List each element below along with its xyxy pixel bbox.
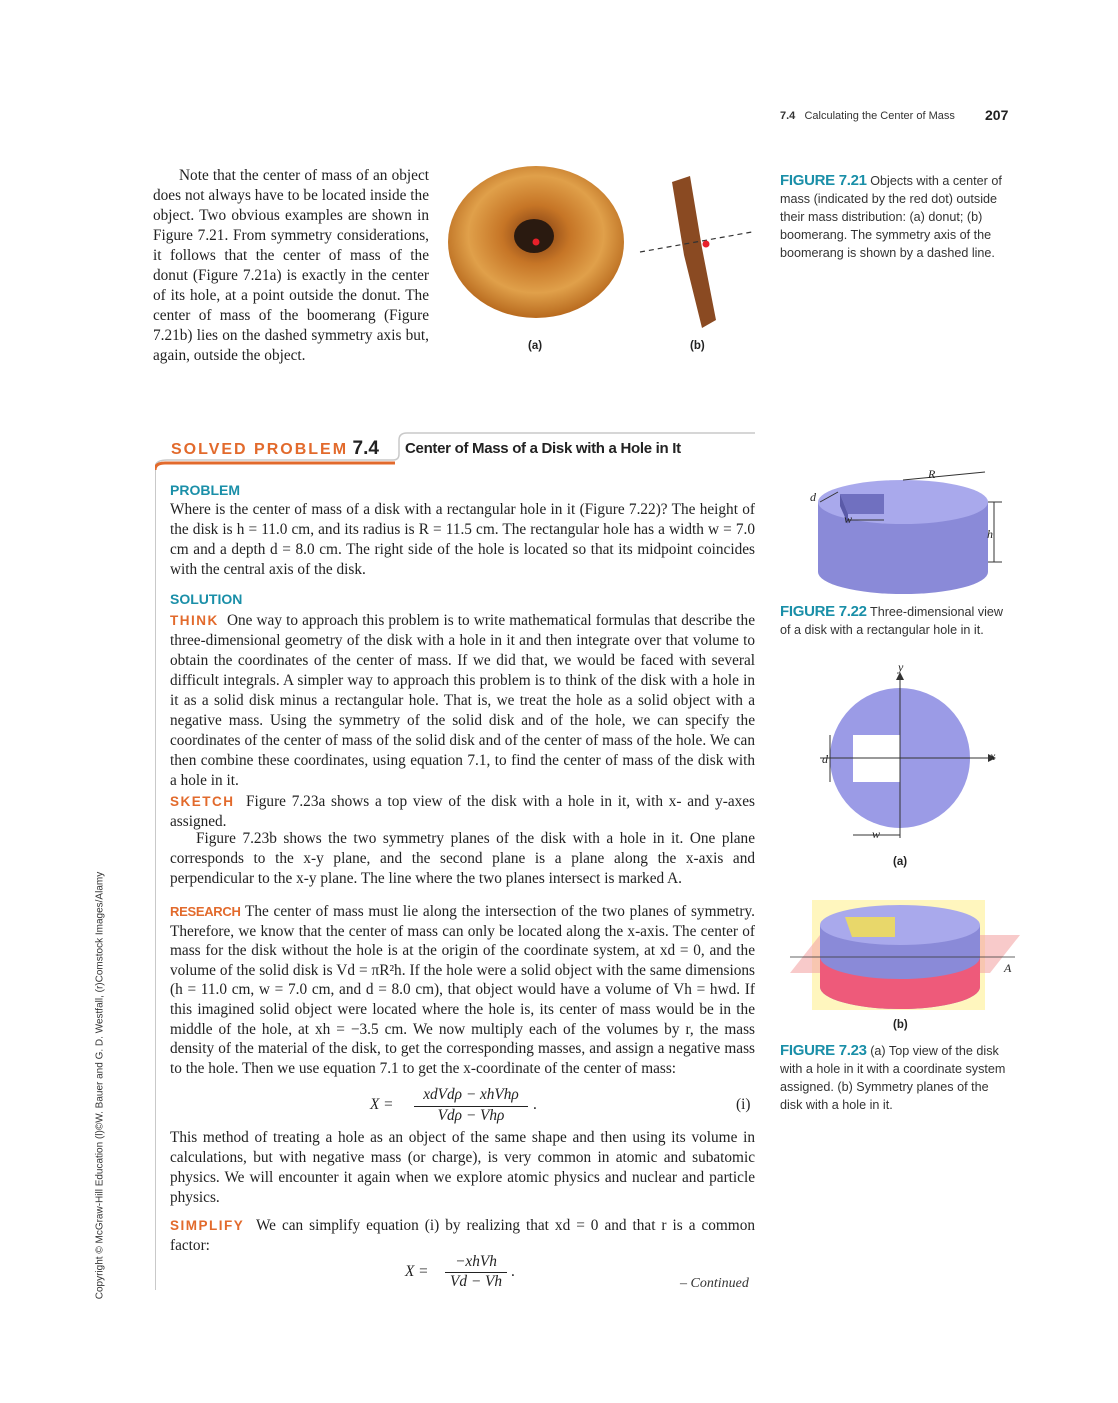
figure-7-21 — [440, 160, 770, 360]
simplify-paragraph — [170, 1216, 755, 1256]
section-number: 7.4 — [780, 110, 796, 122]
donut-boomerang-illustration — [440, 160, 770, 360]
sketch-text-1: Figure 7.23a shows a top view of the disk with a hole in it, with x- and y-axes assigned. — [170, 793, 755, 830]
continued-note: – Continued — [680, 1276, 749, 1291]
figure-7-23a — [800, 660, 1010, 870]
sketch-label: SKETCH — [170, 794, 235, 809]
fig722-h: h — [987, 527, 993, 541]
research-label: RESEARCH — [170, 904, 241, 919]
sketch-paragraph-2: Figure 7.23b shows the two symmetry planes of the disk with a hole in it. One plane corresponds to the x-y plane, and the second plane is a plane along the x-axis and perpendicular to the x-y plane. The line where the two planes intersect is marked A. — [170, 830, 755, 887]
donut-image — [448, 166, 624, 318]
running-header — [780, 110, 955, 122]
fig723-caption: (a) Top view of the disk with a hole in it with a coordinate system assigned. (b) Symmetry planes of the disk with a hole in it. — [780, 1044, 1006, 1112]
eq1-tag: (i) — [736, 1096, 751, 1113]
fig723-sub-a: (a) — [893, 856, 908, 868]
boomerang-image — [640, 176, 752, 328]
section-title: Calculating the Center of Mass — [804, 110, 955, 122]
boomerang-center-dot — [703, 241, 710, 248]
solved-label: SOLVED PROBLEM — [171, 441, 349, 458]
fig723-x: x — [990, 749, 996, 763]
solution-heading: SOLUTION — [170, 591, 243, 607]
fig722-caption: Three-dimensional view of a disk with a rectangular hole in it. — [780, 605, 1004, 637]
fig722-d: d — [810, 490, 816, 504]
fig723-sub-b: (b) — [893, 1019, 908, 1031]
fig722-R: R — [928, 467, 936, 481]
problem-text: Where is the center of mass of a disk with a rectangular hole in it (Figure 7.22)? The height of the disk is h = 11.0 cm, and its radius is R = 11.5 cm. The rectangular hole has a width w = 7.0 cm and a depth d = 8.0 cm. The right side of the hole is located so that its midpoint coincides with the central axis of the disk. — [170, 501, 755, 578]
equation-simplified: X = −xhVh Vd − Vh . — [405, 1253, 515, 1290]
intro-paragraph: Note that the center of mass of an object does not always have to be located inside the object. Two obvious examples are shown in Figure 7.21. From symmetry considerations, it follows that the center of mass of the donut (Figure 7.21a) is exactly in the center of its hole, at a point outside the donut. The center of mass of the boomerang (Figure 7.21b) lies on the dashed symmetry axis but, again, outside the object. — [153, 167, 429, 364]
solved-number: 7.4 — [352, 438, 379, 459]
think-label: THINK — [170, 613, 219, 628]
eq1-lhs: X = — [370, 1096, 394, 1113]
simplify-label: SIMPLIFY — [170, 1218, 245, 1233]
center-of-mass-dot — [533, 239, 540, 246]
sketch-paragraph-1 — [170, 792, 755, 832]
fig723-d: d — [822, 752, 828, 766]
after-equation-paragraph: This method of treating a hole as an object of the same shape and then using its volume in calculations, but with negative mass (or charge), is very common in atomic and subatomic physics. We will encounter it again when we explore atomic physics and nuclear and particle physics. — [170, 1129, 755, 1206]
solved-title: Center of Mass of a Disk with a Hole in It — [405, 440, 681, 457]
fig721-sub-a: (a) — [528, 340, 543, 352]
page-number: 207 — [985, 107, 1009, 123]
solved-problem-header — [155, 430, 755, 470]
think-paragraph — [170, 611, 755, 791]
fig722-w: w — [844, 512, 853, 526]
eq1-numerator: xdVdρ − xhVhρ — [423, 1086, 519, 1103]
research-text: The center of mass must lie along the intersection of the two planes of symmetry. Therefore, we know that the center of mass can only be located along the x-axis. The center of mass for the disk without the hole is at the origin of the coordinate system, at xd = 0, and the volume of the solid disk is Vd = πR²h. If the hole were a solid object with the same dimensions (h = 11.0 cm, w = 7.0 cm, and d = 8.0 cm), that object would have a volume of Vh = hwd. If this imagined solid object were located where the hole is, its center of mass would be in the middle of the hole, at xh = −3.5 cm. We now multiply each of the volumes by r, the mass density of the material of the disk, to get the corresponding masses, and assign a negative mass to the hole. Then we use equation 7.1 to get the x-coordinate of the center of mass: — [170, 903, 755, 1077]
research-paragraph — [170, 902, 755, 1078]
fig723-label: FIGURE 7.23 — [780, 1042, 867, 1059]
eq2-numerator: −xhVh — [455, 1253, 497, 1270]
fig723-A: A — [1004, 961, 1012, 975]
simplify-text: We can simplify equation (i) by realizing that xd = 0 and that r is a common factor: — [170, 1217, 756, 1254]
symmetry-planes-illustration — [790, 895, 1020, 1015]
figure-7-22 — [780, 462, 1010, 597]
equation-i: X = xdVdρ − xhVhρ Vdρ − Vhρ . (i) — [370, 1086, 751, 1124]
fig721-label: FIGURE 7.21 — [780, 172, 867, 189]
eq2-lhs: X = — [405, 1263, 429, 1280]
copyright-side: Copyright © McGraw-Hill Education (l)©W. Bauer and G. D. Westfall, (r)Comstock Images/Alamy — [94, 871, 106, 1300]
fig723-w: w — [872, 827, 881, 841]
disk-top-view — [800, 660, 1010, 840]
left-rule — [155, 470, 156, 1290]
think-text: One way to approach this problem is to write mathematical formulas that describe the three-dimensional geometry of the disk with a hole in it and then integrate over that volume to obtain the coordinates of the center of mass. If we did that, we would be faced with several difficult integrals. A simpler way to approach this problem is to think of the disk with a hole in it as a solid disk minus a rectangular hole. That is, we treat the hole as a solid object with a negative mass. Using the symmetry of the solid disk and of the hole, we can specify the coordinates of the center of mass of the solid disk and of the center of mass of the hole. We can then combine these coordinates, using equation 7.1, to find the center of mass of the disk with a hole in it. — [170, 612, 755, 789]
fig721-caption: Objects with a center of mass (indicated by the red dot) outside their mass distribution: (a) donut; (b) boomerang. The symmetry axis of the boomerang is shown by a dashed line. — [780, 174, 1002, 260]
fig721-caption-block — [780, 172, 1010, 262]
fig721-sub-b: (b) — [690, 340, 705, 352]
disk-3d-illustration — [780, 462, 1010, 597]
figure-7-23b — [790, 895, 1020, 1035]
fig723-y: y — [898, 660, 904, 674]
fig723-caption-block — [780, 1042, 1010, 1114]
problem-heading: PROBLEM — [170, 482, 240, 498]
fig722-caption-block — [780, 603, 1010, 639]
fig722-label: FIGURE 7.22 — [780, 603, 867, 620]
eq1-denominator: Vdρ − Vhρ — [437, 1107, 505, 1124]
eq2-denominator: Vd − Vh — [450, 1273, 502, 1290]
